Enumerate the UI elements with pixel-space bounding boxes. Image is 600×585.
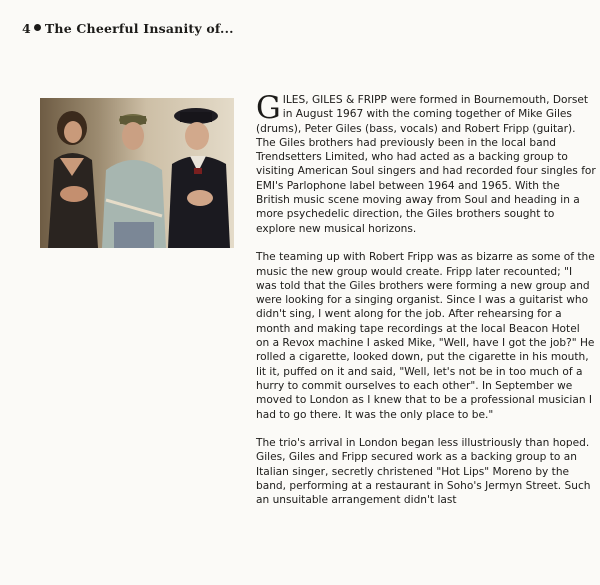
- drop-cap: G: [256, 90, 281, 126]
- article-paragraph-3: The trio's arrival in London began less illustriously than hoped. Giles, Giles and Fripp secured work as a backing group to an Italian singer, secretly christened "Hot Lips" Moreno by the band, performing at a restaurant in Soho's Jermyn Street. Such an unsuitable arrangement didn't last: [256, 437, 591, 507]
- running-header: [22, 21, 234, 36]
- band-photo: [40, 98, 234, 248]
- header-title: The Cheerful Insanity of...: [44, 21, 234, 36]
- page-number: 4: [22, 21, 31, 36]
- article-paragraph-2: The teaming up with Robert Fripp was as bizarre as some of the music the new group would create. Fripp later recounted; "I was told that the Giles brothers were forming a new group and were looking for a singing organist. Since I was a guitarist who didn't sing, I went along for the job. After rehearsing for a month and making tape recordings at the local Beacon Hotel on a Revox machine I asked Mike, "Well, have I got the job?" He rolled a cigarette, looked down, put the cigarette in his mouth, lit it, puffed on it and said, "Well, let's not be in too much of a hurry to commit ourselves to each other". In September we moved to London as I knew that to be a professional musician I had to go there. It was the only place to be.": [256, 251, 595, 421]
- article-paragraph-1: [256, 90, 596, 236]
- article-body: [256, 90, 596, 522]
- bullet-icon: [34, 24, 41, 31]
- band-photo-icon: [40, 98, 234, 248]
- paragraph-1-text: ILES, GILES & FRIPP were formed in Bournemouth, Dorset in August 1967 with the coming together of Mike Giles (drums), Peter Giles (bass, vocals) and Robert Fripp (guitar). The Giles brothers had previously been in the local band Trendsetters Limited, who had acted as a backing group to visiting American Soul singers and had recorded four singles for EMI's Parlophone label between 1964 and 1965. With the British music scene moving away from Soul and heading in a more psychedelic direction, the Giles brothers sought to explore new musical horizons.: [256, 94, 596, 235]
